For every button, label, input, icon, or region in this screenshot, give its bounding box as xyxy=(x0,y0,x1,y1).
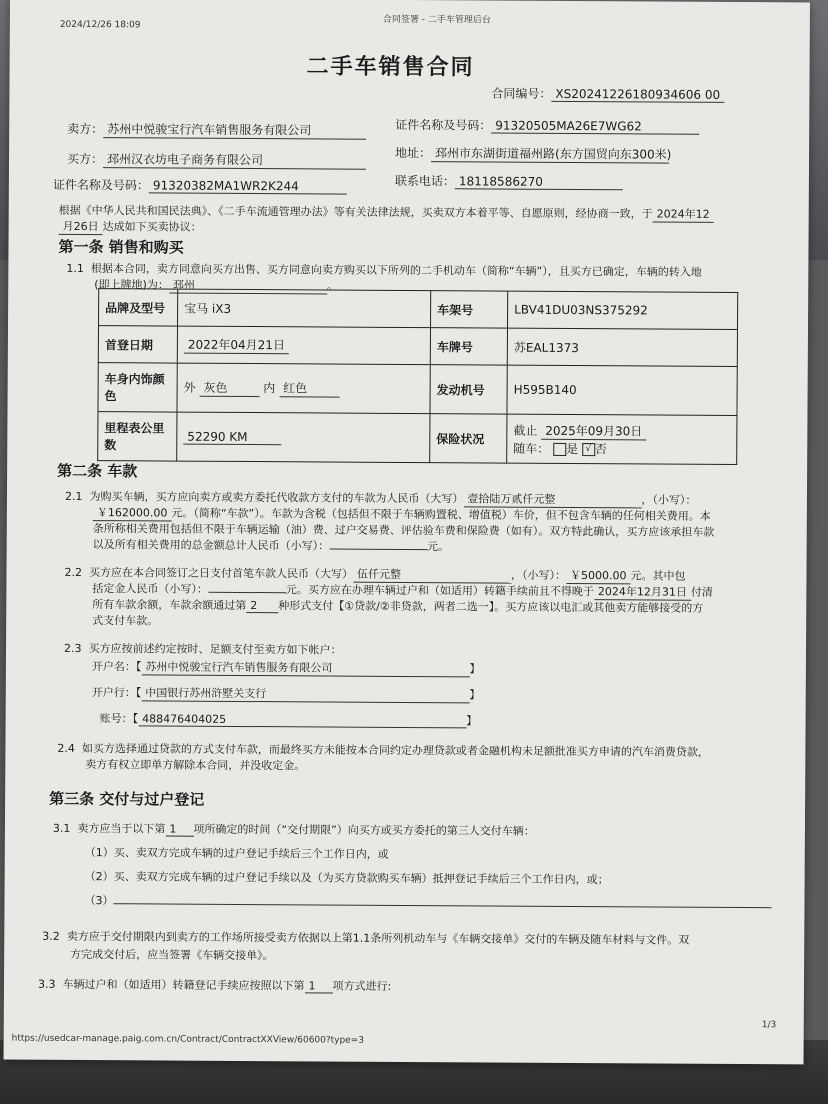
clause-3-3 xyxy=(38,976,391,994)
register-place-row: (即上牌地)为： 邳州 。 xyxy=(94,278,338,293)
article2-heading: 第二条 车款 xyxy=(57,461,138,481)
clause-2-2-line3 xyxy=(92,596,703,616)
c21-line2: 元。（简称“车款”）。车款为含税（包括但不限于车辆购置税、增值税）车价，但不包含车辆的任何相关费用。本 xyxy=(171,506,711,523)
pay-method: 2 xyxy=(246,599,278,613)
contract-paper xyxy=(4,0,810,1064)
account-number-row xyxy=(100,710,478,728)
buyer-name: 邳州汉衣坊电子商务有限公司 xyxy=(103,150,366,170)
sign-date-part1: 2024年12 xyxy=(653,205,714,222)
seller-label: 卖方： xyxy=(67,121,104,137)
c32-text: 卖方应于交付期限内到卖方的工作场所接受卖方依据以上第1.1条所列机动车与《车辆交接单》交付的车辆及随车材料与文件。双 xyxy=(66,929,690,947)
c22-line2c: 付清 xyxy=(690,585,713,599)
account-name-label: 开户名：【 xyxy=(91,660,142,674)
vin-value: LBV41DU03NS375292 xyxy=(507,291,737,329)
buyer-id: 91320382MA1WR2K244 xyxy=(149,178,347,194)
c21-line4: 以及所有相关费用的总金额总计人民币（小写）： xyxy=(92,538,330,553)
print-page-title: 合同签署 - 二手车管理后台 xyxy=(382,14,491,26)
account-name-row xyxy=(92,658,481,677)
buyer-address: 邳州市东湖街道福州路(东方国贸向东300米) xyxy=(431,144,669,163)
register-place: 邳州 xyxy=(169,277,327,295)
brand-label: 品牌及型号 xyxy=(99,289,178,326)
insurance-until: 2025年09月30日 xyxy=(541,421,646,440)
print-datetime: 2024/12/26 18:09 xyxy=(59,19,141,31)
delivery-option-3 xyxy=(84,892,771,912)
insurance-until-label: 截止 xyxy=(513,423,538,438)
clause-number: 3.1 xyxy=(52,821,71,835)
table-row xyxy=(98,363,737,416)
c22-line2b: 元。买方应在办理车辆过户和（如适用）转籍手续前且不得晚于 xyxy=(285,583,594,599)
reg-date: 2022年04月21日 xyxy=(184,336,289,355)
deposit-amount: ￥5000.00 xyxy=(566,567,631,584)
clause-2-1-line3: 条所称相关费用包括但不限于车辆运输（油）费、过户交易费、评估验车费和保险费（如有）。双方特此确认，买方应该承担车款 xyxy=(92,522,715,539)
earnest-blank xyxy=(208,592,286,593)
clause-2-4-line2: 卖方有权立即单方解除本合同，并没收定金。 xyxy=(85,758,306,773)
reg-date-label: 首登日期 xyxy=(98,326,177,363)
clause-text: 根据本合同，卖方同意向买方出售、买方同意向卖方购买以下所列的二手机动车（简称“车辆”），且买方已确定，车辆的转入地 xyxy=(90,262,702,279)
clause-2-1-line4 xyxy=(93,536,450,554)
clause-number: 1.1 xyxy=(66,261,84,276)
no-label: 否 xyxy=(594,441,608,456)
vin-label: 车架号 xyxy=(430,291,507,328)
color-value xyxy=(177,363,430,414)
with-car-label: 随车： xyxy=(513,441,550,456)
clause-number: 2.1 xyxy=(64,489,83,504)
option-3-label: （3） xyxy=(84,894,114,908)
bank-label: 开户行：【 xyxy=(91,686,142,700)
deposit-in-words: 伍仟元整 xyxy=(353,566,511,584)
contract-number-row xyxy=(491,84,724,102)
insurance-label: 保险状况 xyxy=(430,414,507,463)
buyer-id-row xyxy=(53,176,347,195)
price-in-words: 壹拾陆万贰仟元整 xyxy=(463,490,641,508)
pay-deadline: 2024年12月31日 xyxy=(594,583,691,601)
clause-3-1 xyxy=(53,820,535,839)
c22-text-b: ，（小写）： xyxy=(510,568,567,582)
c21-line4-end: 元。 xyxy=(427,540,450,554)
bracket-close: 】 xyxy=(466,714,478,728)
print-url: https://usedcar-manage.paig.com.cn/Contract/ContractXXView/60600?type=3 xyxy=(11,1033,365,1046)
engine-value: H595B140 xyxy=(507,365,737,415)
plate-value: 苏EAL1373 xyxy=(507,328,737,366)
account-name: 苏州中悦骏宝行汽车销售服务有限公司 xyxy=(141,658,469,677)
delivery-option: 1 xyxy=(165,823,193,837)
engine-label: 发动机号 xyxy=(430,365,507,414)
c24-text: 如买方选择通过贷款的方式支付车款，而最终买方未能按本合同约定办理贷款或者金融机构未足额批准买方申请的汽车消费贷款， xyxy=(81,742,709,759)
register-place-label: (即上牌地)为： xyxy=(94,278,169,292)
table-row xyxy=(98,412,737,465)
c33-text-b: 项方式进行: xyxy=(332,979,392,993)
article3-heading: 第三条 交付与过户登记 xyxy=(49,789,205,809)
delivery-option-2: （2）买、卖双方完成车辆的过户登记手续以及（为买方贷款购买车辆）抵押登记手续后三个工作日内，或； xyxy=(84,870,609,887)
buyer-row xyxy=(67,150,366,170)
legal-basis-rest: 达成如下买卖协议： xyxy=(102,220,202,234)
bank-row xyxy=(92,684,481,703)
sign-date-part2: 月26日 xyxy=(59,218,103,235)
seller-id-row xyxy=(395,116,699,135)
c22-line3a: 所有车款余额，车款余额通过第 xyxy=(92,598,247,613)
insurance-until-row xyxy=(513,421,730,440)
delivery-option-1: （1）买、卖双方完成车辆的过户登记手续后三个工作日内，或 xyxy=(84,846,389,861)
phone: 18118586270 xyxy=(455,174,623,190)
transfer-option: 1 xyxy=(304,979,332,993)
c31-text-b: 项所确定的时间（“交付期限”）向买方或买方委托的第三人交付车辆： xyxy=(193,822,535,838)
reg-date-value xyxy=(177,326,430,365)
clause-number: 2.4 xyxy=(57,741,75,755)
c23-text: 买方应按前述约定按时、足额支付至卖方如下帐户： xyxy=(88,642,342,657)
clause-number: 2.3 xyxy=(63,641,82,656)
outer-color-label: 外 xyxy=(183,380,196,395)
clause-3-2-line2: 方完成交付后，应当签署《车辆交接单》。 xyxy=(70,947,274,963)
mileage: 52290 KM xyxy=(183,429,281,445)
option-3-blank xyxy=(113,903,771,908)
mileage-value xyxy=(177,412,430,463)
table-row xyxy=(98,326,737,367)
article1-heading: 第一条 销售和购买 xyxy=(58,237,184,257)
seller-id: 91320505MA26E7WG62 xyxy=(491,118,699,134)
seller-row xyxy=(67,120,366,140)
bracket-close: 】 xyxy=(469,688,481,702)
phone-label: 联系电话： xyxy=(394,173,455,189)
c21-text: 为购买车辆，买方应向卖方或卖方委托代收款方支付的车款为人民币（大写） xyxy=(89,490,464,506)
buyer-label: 买方： xyxy=(66,151,104,167)
bank-name: 中国银行苏州浒墅关支行 xyxy=(141,684,469,703)
yes-label: 是 xyxy=(566,441,579,456)
c21-text-b: ，（小写）： xyxy=(641,493,697,507)
table-row xyxy=(99,289,738,330)
c31-text-a: 卖方应当于以下第 xyxy=(77,821,166,836)
clause-number: 3.2 xyxy=(42,929,60,943)
phone-row xyxy=(395,172,623,190)
buyer-address-label: 地址： xyxy=(395,145,432,161)
inner-color-label: 内 xyxy=(263,381,276,396)
buyer-id-label: 证件名称及号码： xyxy=(52,177,149,193)
total-amount-blank xyxy=(329,549,427,551)
clause-2-3 xyxy=(64,640,342,658)
contract-number-label: 合同编号： xyxy=(491,86,552,101)
color-label: 车身内饰颜色 xyxy=(98,363,177,412)
account-number-label: 账号：【 xyxy=(99,712,139,726)
mileage-label: 里程表公里数 xyxy=(98,412,177,461)
brand-value: 宝马 iX3 xyxy=(178,289,431,328)
outer-color: 灰色 xyxy=(199,379,259,397)
clause-number: 3.3 xyxy=(37,977,56,991)
c22-line2a: 括定金人民币（小写）： xyxy=(92,582,208,596)
contract-number: XS20241226180934606 00 xyxy=(551,87,724,103)
insurance-value xyxy=(507,414,737,464)
legal-basis-text: 根据《中华人民共和国民法典》、《二手车流通管理办法》等有关法律法规，买卖双方本着平等、自愿原则，经协商一致，于 xyxy=(58,203,653,221)
with-car-row xyxy=(513,439,730,457)
bracket-close: 】 xyxy=(469,662,481,676)
seller-name: 苏州中悦骏宝行汽车销售服务有限公司 xyxy=(103,120,366,140)
yes-checkbox xyxy=(553,442,566,455)
c33-text-a: 车辆过户和（如适用）转籍登记手续应按照以下第 xyxy=(62,977,305,993)
page-indicator: 1/3 xyxy=(761,1020,777,1031)
inner-color: 红色 xyxy=(279,379,339,397)
c22-text: 买方应在本合同签订之日支付首笔车款人民币（大写） xyxy=(88,566,354,581)
account-number: 488476404025 xyxy=(138,712,466,728)
buyer-address-row xyxy=(395,144,672,164)
contract-title: 二手车销售合同 xyxy=(306,54,475,81)
no-checkbox: √ xyxy=(582,443,595,456)
price-amount: ￥162000.00 xyxy=(93,504,172,521)
c22-text-c: 元。其中包 xyxy=(630,569,686,583)
plate-label: 车牌号 xyxy=(430,328,507,365)
clause-3-2-line1 xyxy=(42,928,689,948)
c22-line3b: 种形式支付【①贷款/②非贷款，两者二选一】。买方应该以电汇或其他卖方能够接受的方 xyxy=(278,599,704,615)
vehicle-table xyxy=(97,288,738,465)
legal-basis-line2 xyxy=(59,218,202,236)
seller-id-label: 证件名称及号码： xyxy=(395,117,492,133)
clause-2-2-line4: 式支付车款。 xyxy=(92,614,159,628)
clause-number: 2.2 xyxy=(64,565,83,580)
